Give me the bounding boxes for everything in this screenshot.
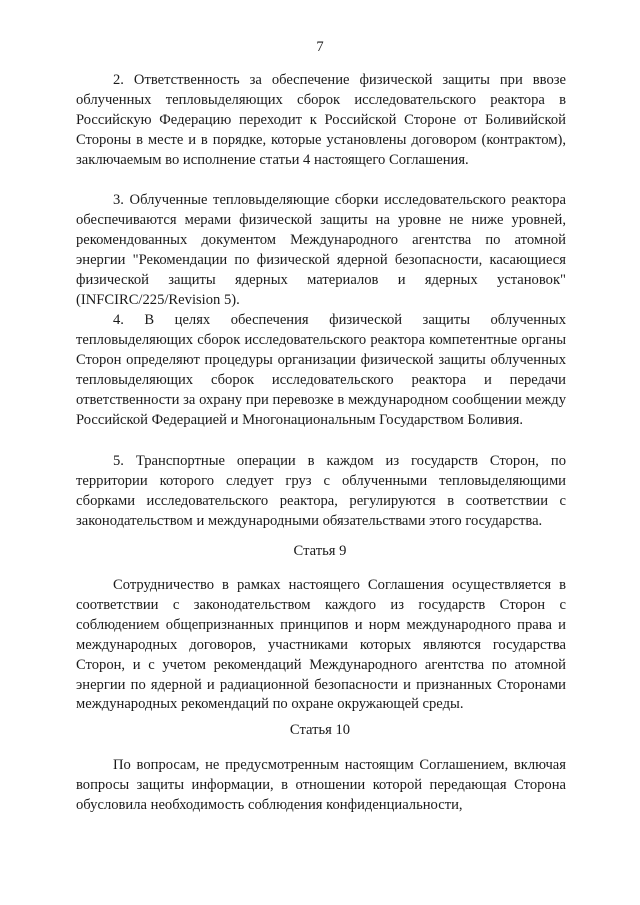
- paragraph-5: 5. Транспортные операции в каждом из государств Сторон, по территории которого следует груз с облученными тепловыделяющими сборками исследовательского реактора, регулируются в соответствии с законодательством и международными обязательствами этого государства.: [76, 453, 566, 529]
- article-10-heading: Статья 10: [289, 722, 351, 738]
- paragraph-3: 3. Облученные тепловыделяющие сборки исследовательского реактора обеспечиваются мерами физической защиты на уровне не ниже уровней, рекомендованных документом Международного агентства по атомной энергии "Рекомендации по физической ядерной безопасности, касающиеся физической защиты ядерных материалов и ядерных установок" (INFCIRC/225/Revision 5).: [76, 192, 566, 308]
- article-9-heading: Статья 9: [293, 543, 347, 559]
- article-10-text: По вопросам, не предусмотренным настоящим Соглашением, включая вопросы защиты информации, в отношении которой передающая Сторона обусловила необходимость соблюдения конфиденциальности,: [76, 757, 566, 813]
- article-9-text: Сотрудничество в рамках настоящего Соглашения осуществляется в соответствии с законодательством каждого из государств Сторон с соблюдением общепризнанных принципов и норм международного права и международных договоров, участниками которых являются государства Сторон, и с учетом рекомендаций Международного агентства по атомной энергии по ядерной и радиационной безопасности и признанных Сторонами международных рекомендаций по охране окружающей среды.: [76, 577, 566, 713]
- paragraph-2: 2. Ответственность за обеспечение физической защиты при ввозе облученных тепловыделяющих сборок исследовательского реактора в Российскую Федерацию переходит к Российской Стороне от Боливийской Стороны в месте и в порядке, которые установлены договором (контрактом), заключаемым во исполнение статьи 4 настоящего Соглашения.: [76, 72, 566, 168]
- paragraph-4: 4. В целях обеспечения физической защиты облученных тепловыделяющих сборок исследовательского реактора компетентные органы Сторон определяют процедуры организации физической защиты облученных тепловыделяющих сборок исследовательского реактора и передачи ответственности за охрану при перевозке в международном сообщении между Российской Федерацией и Многонациональным Государством Боливия.: [76, 312, 566, 428]
- page-number: 7: [316, 39, 324, 55]
